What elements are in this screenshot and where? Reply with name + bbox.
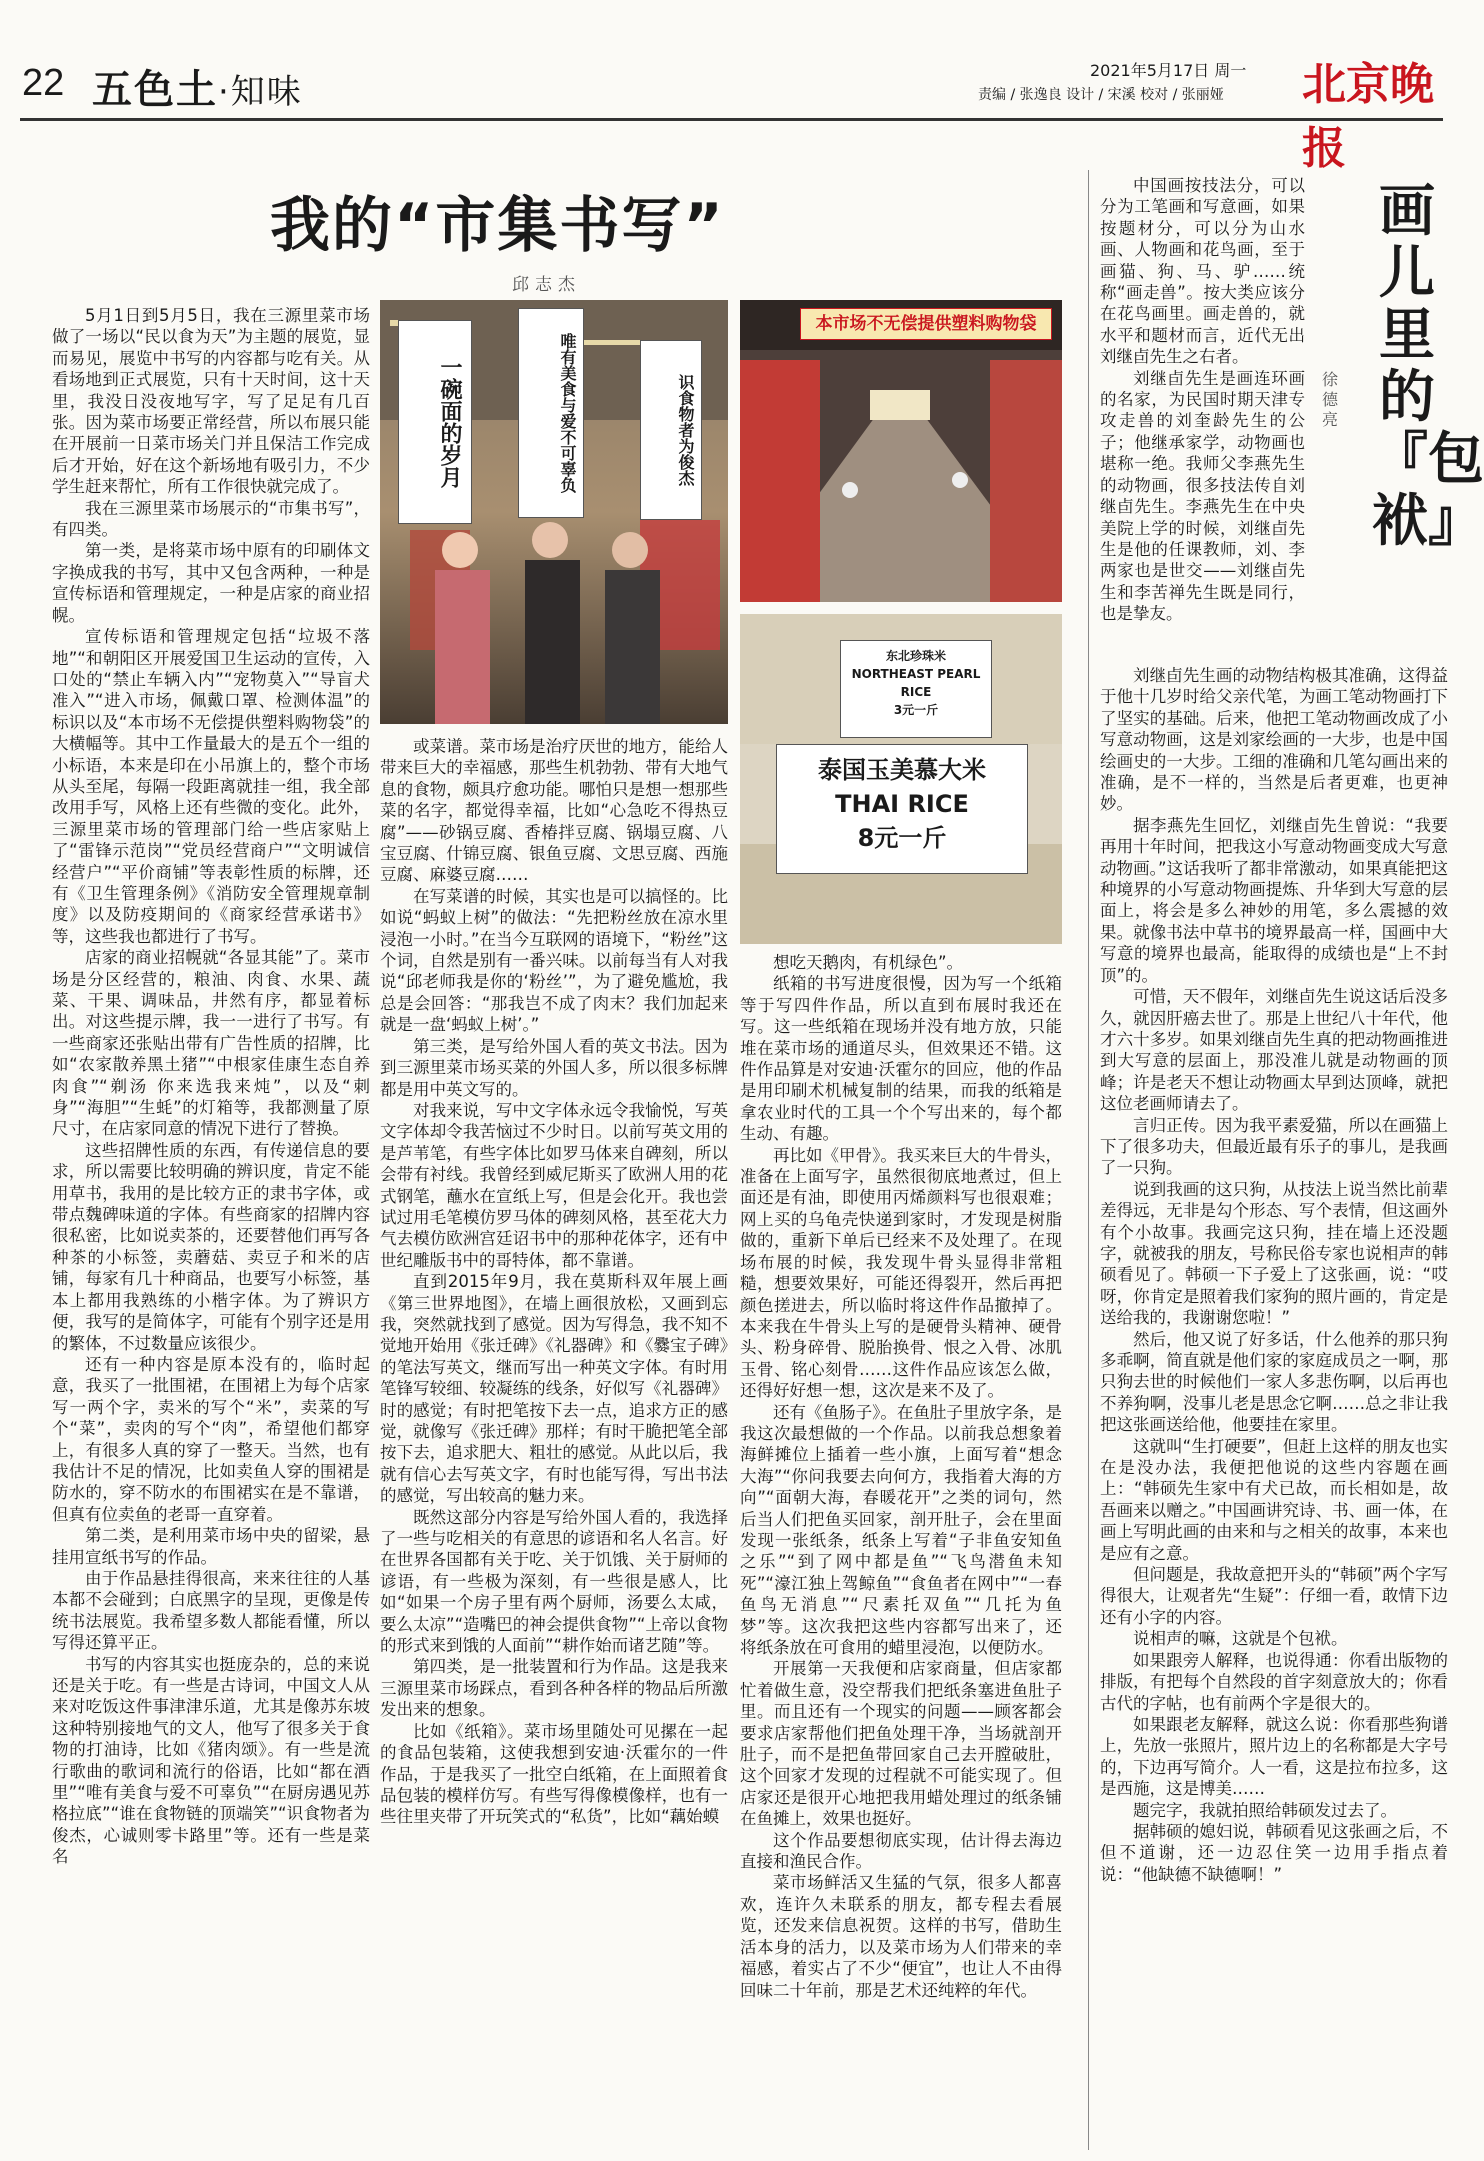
paragraph: 可惜，天不假年，刘继卣先生说这话后没多久，就因肝癌去世了。那是上世纪八十年代，他才六十多岁。如果刘继卣先生真的把动物画推进到大写意的层面上，那没准儿就是动物画的顶峰；许是老天不想让动物画太早到达顶峰，就把这位老画师请去了。 [1100,987,1448,1114]
paragraph: 对我来说，写中文字体永远令我愉悦，写英文字体却令我苦恼过不少时日。以前写英文用的是芦苇笔，有些字体比如罗马体来自碑刻，所以会带有衬线。我曾经到威尼斯买了欧洲人用的花式钢笔，蘸水在宣纸上写，但是会化开。我也尝试过用毛笔模仿罗马体的碑刻风格，甚至花大力气去模仿欧洲宫廷诏书中的那种花体字，还有中世纪雕版书中的哥特体，都不靠谱。 [380,1100,728,1270]
rice-sign-northeast-en: NORTHEAST PEARL RICE [851,667,981,699]
page-number: 22 [22,62,65,104]
paragraph: 菜市场鲜活又生猛的气氛，很多人都喜欢，连许久未联系的朋友，都专程去看展览，还发来信息祝贺。这样的书写，借助生活本身的活力，以及菜市场为人们带来的幸福感，着实占了不少“便宜”，也让人不由得回味二十年前，那是艺术还纯粹的年代。 [740,1873,1062,2000]
rice-sign-thai [776,744,1028,874]
hanging-banner-right: 识食物者为俊杰 [640,340,702,520]
rice-sign-thai-price: 8元一斤 [857,824,947,852]
paragraph: 第四类，是一批装置和行为作品。这是我来三源里菜市场踩点，看到各种各样的物品后所激发出来的想象。 [380,1657,728,1720]
paragraph: 据李燕先生回忆，刘继卣先生曾说：“我要再用十年时间，把我这小写意动物画变成大写意动物画。”这话我听了都非常激动，如果真能把这种境界的小写意动物画提炼、升华到大写意的层面上，将会是多么神妙的用笔，多么震撼的效果。就像书法中草书的境界最高一样，国画中大写意的境界也最高，能取得的成绩也是“上不封顶”的。 [1100,815,1448,985]
section-logo: 五色土 [92,66,218,113]
paragraph: 然后，他又说了好多话，什么他养的那只狗多乖啊，简直就是他们家的家庭成员之一啊，那只狗去世的时候他们一家人多悲伤啊，以后再也不养狗啊，没事儿老是思念它啊……总之非让我把这张画送给他，他要挂在家里。 [1100,1329,1448,1435]
article-column-2 [380,736,728,2151]
rice-sign-northeast [840,640,992,738]
rice-price-signs-photo [740,614,1062,944]
paragraph: 这个作品要想彻底实现，估计得去海边直接和渔民合作。 [740,1830,1062,1872]
paragraph: 第三类，是写给外国人看的英文书法。因为到三源里菜市场买菜的外国人多，所以很多标牌都是用中英文写的。 [380,1036,728,1099]
newspaper-logo: 北京晚报 [1302,59,1434,174]
paragraph: 言归正传。因为我平素爱猫，所以在画猫上下了很多功夫，但最近最有乐子的事儿，是我画了一只狗。 [1100,1115,1448,1178]
paragraph: 第一类，是将菜市场中原有的印刷体文字换成我的书写，其中又包含两种，一种是宣传标语和管理规定，一种是店家的商业招幌。 [52,541,370,625]
paragraph: 说到我画的这只狗，从技法上说当然比前辈差得远，无非是勾个形态、写个表情，但这画外有个小故事。我画完这只狗，挂在墙上还没题字，就被我的朋友，号称民俗专家也说相声的韩硕看见了。韩硕一下子爱上了这张画，说：“哎呀，你肯定是照着我们家狗的照片画的，肯定是送给我的，我谢谢您啦！” [1100,1179,1448,1328]
paragraph: 既然这部分内容是写给外国人看的，我选择了一些与吃相关的有意思的谚语和名人名言。好在世界各国都有关于吃、关于饥饿、关于厨师的谚语，有一些极为深刻，有一些很是感人，比如“如果一个房子里有两个厨师，汤要么太咸，要么太凉”“造嘴巴的神会提供食物”“上帝以食物的形式来到饿的人面前”“耕作始而诸艺随”等。 [380,1507,728,1656]
hanging-banner-left: 一碗面的岁月 [398,320,472,524]
paragraph: 直到2015年9月，我在莫斯科双年展上画《第三世界地图》，在墙上画很放松，又画到忘我，突然就找到了感觉。因为写得急，我不知不觉地开始用《张迁碑》《礼器碑》和《爨宝子碑》的笔法写英文，继而写出一种英文字体。有时用笔锋写较细、较凝练的线条，好似写《礼器碑》时的感觉；有时把笔按下去一点，追求方正的感觉，就像写《张迁碑》那样；有时干脆把笔全部按下去，追求肥大、粗壮的感觉。从此以后，我就有信心去写英文字，有时也能写得，写出书法的感觉，写出较高的魅力来。 [380,1272,728,1506]
market-photo-aisle [740,300,1062,602]
issue-date: 2021年5月17日 周一 [1090,61,1247,80]
paragraph: 或菜谱。菜市场是治疗厌世的地方，能给人带来巨大的幸福感，那些生机勃勃、带有大地气息的食物，颇具疗愈功能。哪怕只是想一想那些菜的名字，都觉得幸福，比如“心急吃不得热豆腐”——砂锅豆腐、香椿拌豆腐、锅塌豆腐、八宝豆腐、什锦豆腐、银鱼豆腐、文思豆腐、西施豆腐、麻婆豆腐…… [380,737,728,885]
hanging-banner-mid: 唯有美食与爱不可辜负 [518,308,584,518]
article-author: 邱志杰 [512,275,581,295]
paragraph: 书写的内容其实也挺庞杂的，总的来说还是关于吃。有一些是古诗词，中国文人从来对吃饭这件事津津乐道，尤其是像苏东坡这种特别接地气的文人，他写了很多关于食物的打油诗，比如《猪肉颂》。有一些是流行歌曲的歌词和流行的俗语，比如“都在酒里”“唯有美食与爱不可辜负”“在厨房遇见苏格拉底”“谁在食物链的顶端笑”“识食物者为俊杰，心诚则零卡路里”等。还有一些是菜名 [52,1654,370,1867]
paragraph: 还有一种内容是原本没有的，临时起意，我买了一批围裙，在围裙上为每个店家写一两个字，卖米的写个“米”，卖菜的写个“菜”，卖肉的写个“肉”，希望他们都穿上，有很多人真的穿了一整天。当然，也有我估计不足的情况，比如卖鱼人穿的围裙是防水的，穿不防水的布围裙实在是不靠谱，但真有位卖鱼的老哥一直穿着。 [52,1354,370,1524]
section-name: ·知味 [218,72,303,112]
header-rule [20,118,1443,121]
sidebar-column-top [1100,175,1305,665]
paragraph: 刘继卣先生是画连环画的名家，为民国时期天津专攻走兽的刘奎龄先生的公子；他继承家学，动物画也堪称一绝。我师父李燕先生的动物画，很多技法传自刘继卣先生。李燕先生在中央美院上学的时候，刘继卣先生是他的任课教师，刘、李两家也是世交——刘继卣先生和李苦禅先生既是同行，也是挚友。 [1100,368,1305,624]
paragraph: 这就叫“生打硬要”，但赶上这样的朋友也实在是没办法，我便把他说的这些内容题在画上：“韩硕先生家中有犬已故，而长相如是，故吾画来以赠之。”中国画讲究诗、书、画一体，在画上写明此画的由来和与之相关的故事，本来也是应有之意。 [1100,1436,1448,1563]
rice-sign-northeast-price: 3元一斤 [893,703,939,717]
paragraph: 我在三源里菜市场展示的“市集书写”，有四类。 [52,498,370,540]
paragraph: 说相声的嘛，这就是个包袱。 [1133,1629,1348,1649]
article-title: 我的“市集书写” [270,191,725,261]
sidebar-author: 徐德亮 [1321,370,1338,429]
article-column-1 [52,305,370,2151]
editor-credits: 责编 / 张逸良 设计 / 宋溪 校对 / 张丽娅 [978,87,1224,103]
paragraph: 由于作品悬挂得很高，来来往往的人基本都不会碰到；白底黑字的呈现，更像是传统书法展览。我希望多数人都能看懂，所以写得还算平正。 [52,1568,370,1653]
paragraph: 在写菜谱的时候，其实也是可以搞怪的。比如说“蚂蚁上树”的做法：“先把粉丝放在凉水里浸泡一小时。”在当今互联网的语境下，“粉丝”这个词，自然是别有一番兴味。以前每当有人对我说“邱老师我是你的‘粉丝’”，为了避免尴尬，我总是会回答：“那我岂不成了肉末？我们加起来就是一盘‘蚂蚁上树’。” [380,886,728,1035]
section-title [92,58,303,115]
sidebar-column-main [1100,665,1448,2151]
market-photo-shoppers [380,300,728,724]
paragraph: 题完字，我就拍照给韩硕发过去了。 [1133,1800,1397,1820]
paragraph: 比如《纸箱》。菜市场里随处可见摞在一起的食品包装箱，这使我想到安迪·沃霍尔的一件作品，于是我买了一批空白纸箱，在上面照着食品包装的模样仿写。有些写得像模像样，也有一些往里夹带了开玩笑式的“私货”，比如“藕始蟆 [380,1721,728,1827]
paragraph: 刘继卣先生画的动物结构极其准确，这得益于他十几岁时给父亲代笔，为画工笔动物画打下了坚实的基础。后来，他把工笔动物画改成了小写意动物画，这是刘家绘画的一大步，也是中国绘画史的一大步。工细的准确和几笔勾画出来的准确，是不一样的，当然是后者更难，也更神妙。 [1100,666,1448,814]
paragraph: 据韩硕的媳妇说，韩硕看见这张画之后，不但不道谢，还一边忍住笑一边用手指点着说：“他缺德不缺德啊！” [1100,1821,1448,1884]
paragraph: 第二类，是利用菜市场中央的留梁，悬挂用宣纸书写的作品。 [52,1526,370,1567]
paragraph: 再比如《甲骨》。我买来巨大的牛骨头，准备在上面写字，虽然很彻底地煮过，但上面还是有油，即使用丙烯颜料写也很艰难；网上买的乌龟壳快递到家时，才发现是树脂做的，重新下单后已经来不及处理了。在现场布展的时候，我发现牛骨头显得非常粗糙，想要效果好，可能还得裂开，然后再把颜色搓进去，所以临时将这件作品撤掉了。本来我在牛骨头上写的是硬骨头精神、硬骨头、粉身碎骨、脱胎换骨、恨之入骨、冰肌玉骨、铭心刻骨……这件作品应该怎么做，还得好好想一想，这次是来不及了。 [740,1145,1062,1401]
paragraph: 中国画按技法分，可以分为工笔画和写意画，如果按题材分，可以分为山水画、人物画和花鸟画，至于画猫、狗、马、驴……统称“画走兽”。按大类应该分在花鸟画里。画走兽的，就水平和题材而言，近代无出刘继卣先生之右者。 [1100,176,1305,367]
paragraph: 这些招牌性质的东西，有传递信息的要求，所以需要比较明确的辨识度，肯定不能用草书，我用的是比较方正的隶书字体，或带点魏碑味道的字体。有些商家的招牌内容很私密，比如说卖茶的，还要替他们再写各种茶的小标签，卖蘑菇、卖豆子和米的店铺，每家有几十种商品，也要写小标签，基本上都用我熟练的小楷字体。为了辨识方便，我写的是简体字，可能有个别字还是用的繁体，不过数量应该很少。 [52,1140,370,1353]
paragraph: 如果跟旁人解释，也说得通：你看出版物的排版，有把每个自然段的首字刻意放大的；你看古代的字帖，也有前两个字是很大的。 [1100,1650,1448,1713]
article-column-3 [740,952,1062,2151]
paragraph: 5月1日到5月5日，我在三源里菜市场做了一场以“民以食为天”为主题的展览，显而易见，展览中书写的内容都与吃有关。从看场地到正式展览，只有十天时间，这十天里，我没日没夜地写字，写了足足有几百张。因为菜市场要正常经营，所以布展只能在开展前一日菜市场关门并且保洁工作完成后才开始，好在这个新场地有吸引力，不少学生赶来帮忙，所有工作很快就完成了。 [52,306,370,497]
rice-sign-northeast-cn: 东北珍珠米 [885,649,946,663]
paragraph: 纸箱的书写进度很慢，因为写一个纸箱等于写四件作品，所以直到布展时我还在写。这一些纸箱在现场并没有地方放，只能堆在菜市场的通道尽头，但效果还不错。这件作品算是对安迪·沃霍尔的回应，他的作品是用印刷术机械复制的结果，而我的纸箱是拿农业时代的工具一个个写出来的，每个都生动、有趣。 [740,974,1062,1144]
plastic-bag-banner: 本市场不无偿提供塑料购物袋 [800,308,1052,340]
rice-sign-thai-cn: 泰国玉美慕大米 [818,756,986,784]
paragraph: 开展第一天我便和店家商量，但店家都忙着做生意，没空帮我们把纸条塞进鱼肚子里。而且还有一个现实的问题——顾客都会要求店家帮他们把鱼处理干净，当场就剖开肚子，而不是把鱼带回家自己去开膛破肚，这个回家才发现的过程就不可能实现了。但店家还是很开心地把我用蜡处理过的纸条铺在鱼摊上，效果也挺好。 [740,1659,1062,1829]
paragraph: 宣传标语和管理规定包括“垃圾不落地”“和朝阳区开展爱国卫生运动的宣传，入口处的“禁止车辆入内”“宠物莫入”“导盲犬准入”“进入市场，佩戴口罩、检测体温”的标识以及“本市场不无偿提供塑料购物袋”的大横幅等。其中工作量最大的是五个一组的小标语，本来是印在小吊旗上的，整个市场从头至尾，每隔一段距离就挂一组，我全部改用手写，风格上还有些微的变化。此外，三源里菜市场的管理部门给一些店家贴上了“雷锋示范岗”“党员经营商户”“文明诚信经营户”“平价商铺”等表彰性质的标牌，还有《卫生管理条例》《消防安全管理规章制度》以及防疫期间的《商家经营承诺书》等，这些我也都进行了书写。 [52,627,370,946]
paragraph: 想吃天鹅肉，有机绿色”。 [773,953,964,972]
paragraph: 店家的商业招幌就“各显其能”了。菜市场是分区经营的，粮油、肉食、水果、蔬菜、干果、调味品，井然有序，都显着标出。对这些提示牌，我一一进行了书写。有一些商家还张贴出带有广告性质的招牌，比如“农家散养黑土猪”“中根家佳康生态自养肉食”“剃汤 你来选我来炖”，以及“刺身”“海胆”“生蚝”的灯箱等，我都测量了原尺寸，在店家同意的情况下进行了替换。 [52,948,370,1139]
paragraph: 如果跟老友解释，就这么说：你看那些狗谱上，先放一张照片，照片边上的名称都是大字号的，下边再写简介。人一看，这是拉布拉多，这是西施，这是博美…… [1100,1714,1448,1799]
rice-sign-thai-en: THAI RICE [835,790,969,818]
page-header [0,0,1463,174]
paragraph: 但问题是，我故意把开头的“韩硕”两个字写得很大，让观者先“生疑”：仔细一看，敢情下边还有小字的内容。 [1100,1565,1448,1627]
paragraph: 还有《鱼肠子》。在鱼肚子里放字条，是我这次最想做的一个作品。以前我总想象着海鲜摊位上插着一些小旗，上面写着“想念大海”“你问我要去向何方，我指着大海的方向”“面朝大海，春暖花开”之类的词句，然后当人们把鱼买回家，剖开肚子，会在里面发现一张纸条，纸条上写着“子非鱼安知鱼之乐”“到了网中都是鱼”“飞鸟潜鱼未知死”“濠江独上驾鲸鱼”“食鱼者在网中”“一春鱼鸟无消息”“尺素托双鱼”“几托为鱼梦”等。这次我把这些内容都写出来了，还将纸条放在可食用的蜡里浸泡，以便防水。 [740,1402,1062,1657]
column-divider [1088,170,1089,2150]
sidebar-title: 画儿里的『包袱』 [1372,178,1484,554]
